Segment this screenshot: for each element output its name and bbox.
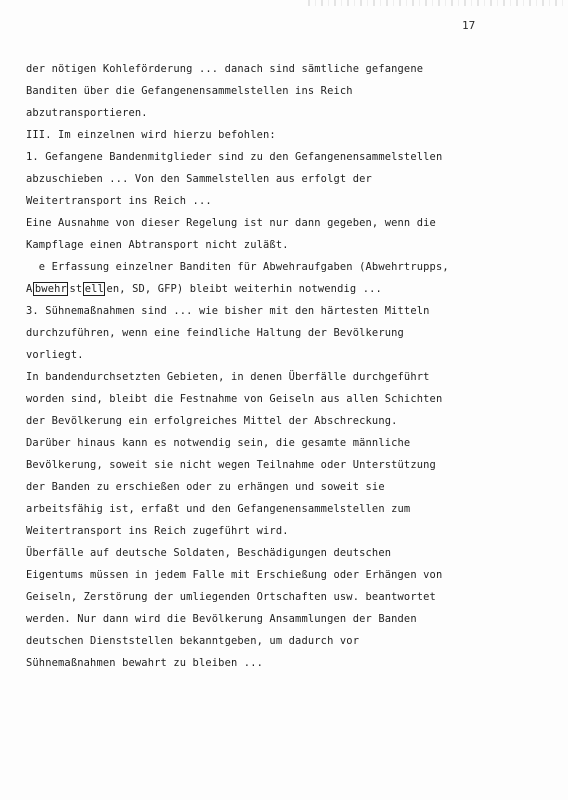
text-line: deutschen Dienststellen bekanntgeben, um dadurch vor bbox=[26, 635, 360, 647]
text-line: Sühnemaßnahmen bewahrt zu bleiben ... bbox=[26, 657, 264, 669]
text-line: der Bevölkerung ein erfolgreiches Mittel der Abschreckung. bbox=[26, 415, 398, 427]
text-line: abzutransportieren. bbox=[26, 107, 148, 119]
text-line: Kampflage einen Abtransport nicht zuläßt. bbox=[26, 239, 289, 251]
scan-artifact bbox=[308, 0, 568, 6]
bracketed-insertion: bwehr bbox=[34, 283, 67, 295]
text-line: der nötigen Kohleförderung ... danach sind sämtliche gefangene bbox=[26, 63, 424, 75]
text-line: arbeitsfähig ist, erfaßt und den Gefangenensammelstellen zum bbox=[26, 503, 411, 515]
text-line: 1. Gefangene Bandenmitglieder sind zu den Gefangenensammelstellen bbox=[26, 151, 443, 163]
text-line: Weitertransport ins Reich ... bbox=[26, 195, 212, 207]
page-number: 17 bbox=[462, 19, 476, 32]
text-line: Darüber hinaus kann es notwendig sein, die gesamte männliche bbox=[26, 437, 411, 449]
bracketed-line bbox=[26, 278, 546, 300]
text-line: 3. Sühnemaßnahmen sind ... wie bisher mit den härtesten Mitteln bbox=[26, 305, 430, 317]
bracketed-insertion: ell bbox=[84, 283, 104, 295]
text-line: Eigentums müssen in jedem Falle mit Erschießung oder Erhängen von bbox=[26, 569, 443, 581]
text-line: Eine Ausnahme von dieser Regelung ist nur dann gegeben, wenn die bbox=[26, 217, 436, 229]
text-line: e Erfassung einzelner Banditen für Abwehraufgaben (Abwehrtrupps, bbox=[26, 261, 449, 273]
text-line: worden sind, bleibt die Festnahme von Geiseln aus allen Schichten bbox=[26, 393, 443, 405]
text-line: Bevölkerung, soweit sie nicht wegen Teilnahme oder Unterstützung bbox=[26, 459, 436, 471]
section-heading: III. Im einzelnen wird hierzu befohlen: bbox=[26, 129, 276, 141]
text-line: durchzuführen, wenn eine feindliche Haltung der Bevölkerung bbox=[26, 327, 404, 339]
text-fragment: st bbox=[69, 283, 83, 295]
text-line: werden. Nur dann wird die Bevölkerung Ansammlungen der Banden bbox=[26, 613, 417, 625]
text-line: In bandendurchsetzten Gebieten, in denen Überfälle durchgeführt bbox=[26, 371, 430, 383]
text-fragment: en, SD, GFP) bleibt weiterhin notwendig ... bbox=[106, 283, 382, 295]
document-body bbox=[26, 58, 546, 674]
text-line: Weitertransport ins Reich zugeführt wird. bbox=[26, 525, 289, 537]
text-line: Banditen über die Gefangenensammelstellen ins Reich bbox=[26, 85, 353, 97]
text-line: Überfälle auf deutsche Soldaten, Beschädigungen deutschen bbox=[26, 547, 392, 559]
text-line: der Banden zu erschießen oder zu erhängen und soweit sie bbox=[26, 481, 385, 493]
text-line: Geiseln, Zerstörung der umliegenden Ortschaften usw. beantwortet bbox=[26, 591, 436, 603]
text-line: vorliegt. bbox=[26, 349, 84, 361]
text-line: abzuschieben ... Von den Sammelstellen aus erfolgt der bbox=[26, 173, 372, 185]
text-fragment: A bbox=[26, 283, 33, 295]
